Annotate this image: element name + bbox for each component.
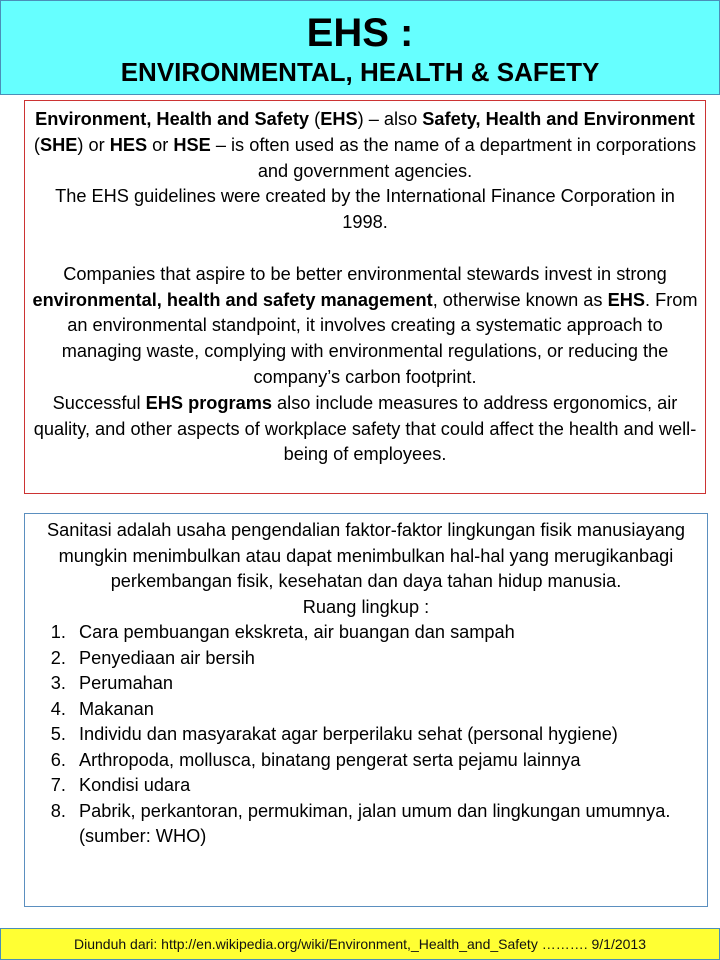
bold-term: EHS: [320, 109, 358, 129]
text-run: The EHS guidelines were created by the International Finance Corporation in 1998.: [55, 186, 675, 233]
bold-term: Environment, Health and Safety: [35, 109, 310, 129]
page-title: EHS :: [306, 11, 414, 55]
text-run: or: [147, 134, 174, 155]
title-banner: [0, 0, 720, 95]
bold-term: SHE: [39, 134, 78, 155]
text-run: , otherwise known as: [432, 289, 608, 310]
text-run: ) or: [77, 134, 110, 155]
ehs-paragraph-2: [31, 184, 699, 236]
ehs-definition-box: [24, 100, 706, 494]
text-run: (: [33, 134, 40, 155]
text-run: – is often used as the name of a department in corporations and government agencies.: [210, 134, 697, 181]
bold-term: HSE: [173, 134, 211, 155]
sanitasi-intro: Sanitasi adalah usaha pengendalian faktor-faktor lingkungan fisik manusiayang mungkin menimbulkan atau dapat menimbulkan hal-hal yang merugikanbagi perkembangan fisik, kesehatan dan daya tahan hidup manusia.: [47, 520, 685, 591]
bold-term: Safety, Health and Environment: [422, 109, 695, 129]
text-run: Successful: [52, 392, 146, 413]
list-item: 4. Makanan: [71, 697, 699, 723]
bold-term: HES: [109, 134, 148, 155]
bold-term: EHS: [607, 289, 645, 310]
list-item: 1. Cara pembuangan ekskreta, air buangan dan sampah: [71, 620, 699, 646]
text-run: also include measures to address ergonomics, air quality, and other aspects of workplace safety that could affect the health and well-being of employees.: [33, 392, 697, 465]
text-run: Companies that aspire to be better environmental stewards invest in strong: [63, 263, 667, 284]
text-run: . From an environmental standpoint, it involves creating a systematic approach to managing waste, complying with environmental regulations, or reducing the company’s carbon footprint.: [61, 289, 698, 387]
page-subtitle: ENVIRONMENTAL, HEALTH & SAFETY: [120, 57, 600, 87]
list-item: 7. Kondisi udara: [71, 773, 699, 799]
list-item: 3. Perumahan: [71, 671, 699, 697]
text-run: ) – also: [357, 109, 423, 129]
source-footer: Diunduh dari: http://en.wikipedia.org/wiki/Environment,_Health_and_Safety ………. 9/1/2013: [0, 928, 720, 960]
ehs-paragraph-3: [31, 262, 699, 391]
ehs-paragraph-1: [31, 107, 699, 184]
text-run: (: [309, 109, 321, 129]
list-item: 8. Pabrik, perkantoran, permukiman, jalan umum dan lingkungan umumnya. (sumber: WHO): [71, 799, 699, 850]
list-item: 5. Individu dan masyarakat agar berperilaku sehat (personal hygiene): [71, 722, 699, 748]
paragraph-spacer: [31, 236, 699, 262]
bold-term: EHS programs: [145, 392, 272, 413]
list-item: 6. Arthropoda, mollusca, binatang pengerat serta pejamu lainnya: [71, 748, 699, 774]
sanitasi-box: [24, 513, 708, 907]
bold-term: environmental, health and safety management: [32, 289, 433, 310]
scope-label: Ruang lingkup :: [302, 596, 430, 617]
list-item: 2. Penyediaan air bersih: [71, 646, 699, 672]
scope-list: [33, 620, 699, 850]
ehs-paragraph-4: [31, 391, 699, 468]
